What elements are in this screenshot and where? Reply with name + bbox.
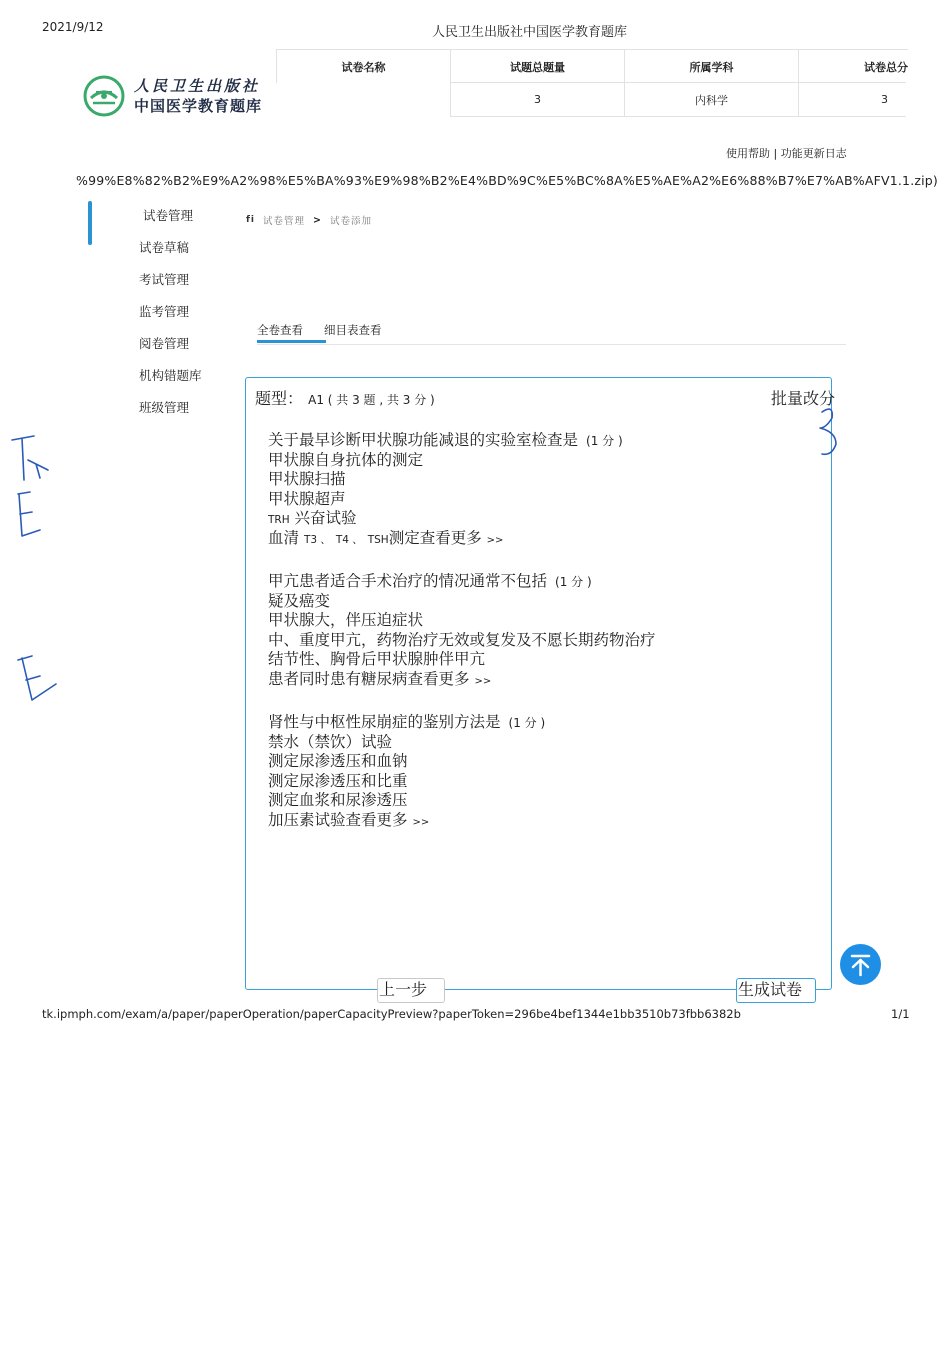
question-option [268,670,656,690]
breadcrumb-current: 试卷添加 [330,216,373,227]
arrow-up-icon [840,944,881,985]
sidebar-item-grading-management[interactable]: 阅卷管理 [139,336,190,351]
breadcrumb-item[interactable]: 试卷管理 [263,216,306,227]
view-more-label: 查看更多 [345,810,408,829]
question-option: 结节性、胸骨后甲状腺肿伴甲亢 [268,650,486,669]
paper-summary-table [276,49,908,115]
question-text: 甲亢患者适合手术治疗的情况通常不包括 [268,572,548,590]
question-type-header [255,386,435,409]
view-more-link[interactable] [420,529,504,547]
view-more-label: 查看更多 [419,528,482,547]
summary-header-cell: 试卷总分 [798,50,908,83]
question-item [268,431,623,549]
question-score: (1 分 ) [555,575,592,589]
home-icon[interactable]: fi [246,215,256,225]
help-link[interactable]: 使用帮助 [726,147,770,160]
question-text: 关于最早诊断甲状腺功能减退的实验室检查是 [268,431,579,449]
view-more-label: 查看更多 [407,669,470,688]
question-option: 甲状腺大，伴压迫症状 [268,611,424,630]
question-option: 甲状腺自身抗体的测定 [268,450,424,469]
question-option [268,529,623,549]
question-type-meta: A1 ( 共 3 题 , 共 3 分 ) [308,393,435,407]
back-to-top-button[interactable] [840,944,881,985]
download-link-fragment: %99%E8%82%B2%E9%A2%98%E5%BA%93%E9%98%B2%E4%BD%9C%E5%BC%8A%E5%AE%A2%E6%88%B7%E7%AB%AFV1.1.zip) [76,173,939,188]
sidebar-active-indicator [88,201,92,245]
option-text: 患者同时患有糖尿病 [268,669,408,688]
question-option: 禁水（禁饮）试验 [268,732,393,751]
option-abbrev: TSH [367,533,389,546]
site-logo[interactable] [82,72,272,118]
generate-paper-button[interactable]: 生成试卷 [736,978,816,1003]
breadcrumb-separator: > [313,214,322,226]
view-more-link[interactable] [346,811,430,829]
question-option: 疑及癌变 [268,591,331,610]
question-item [268,572,656,690]
logo-publisher-name: 人民卫生出版社 [134,77,261,95]
question-type-label: 题型： [255,389,304,408]
question-option: 测定尿渗透压和血钠 [268,752,408,771]
option-text: 加压素试验 [268,810,346,829]
tab-full-paper[interactable]: 全卷查看 [257,323,303,337]
view-more-link[interactable] [408,670,492,688]
summary-header-cell: 试卷名称 [276,50,450,83]
option-abbrev: T4 、 [335,533,363,546]
print-title: 人民卫生出版社中国医学教育题库 [432,25,628,40]
tab-detail-table[interactable]: 细目表查看 [324,323,382,337]
summary-header-row [276,49,908,83]
previous-step-button[interactable]: 上一步 [377,978,445,1003]
publisher-logo-icon [82,74,126,118]
summary-header-cell: 所属学科 [624,50,798,83]
question-option: 测定血浆和尿渗透压 [268,791,408,810]
sidebar-item-exam-management[interactable]: 考试管理 [139,272,190,287]
question-text: 肾性与中枢性尿崩症的鉴别方法是 [268,713,501,731]
question-option: 甲状腺扫描 [268,470,346,489]
view-tabs [257,322,846,345]
logo-site-name: 中国医学教育题库 [134,97,263,115]
breadcrumb [246,213,372,227]
question-score: (1 分 ) [586,434,623,448]
print-date: 2021/9/12 [42,20,104,34]
question-item [268,713,545,831]
question-stem [268,431,623,451]
summary-value-cell: 内科学 [624,83,798,116]
batch-edit-score-button[interactable]: 批量改分 [771,389,836,408]
option-abbrev: TRH [268,514,290,527]
sidebar-item-wrong-question-bank[interactable]: 机构错题库 [139,368,202,383]
summary-value-cell: 3 [450,83,624,116]
question-option: 测定尿渗透压和比重 [268,771,408,790]
view-more-arrows: >> [412,816,430,828]
question-option [268,811,545,831]
summary-value-cell: 3 [798,83,906,116]
sidebar-item-proctor-management[interactable]: 监考管理 [139,304,190,319]
option-text: 血清 [268,528,300,547]
summary-value-row [450,82,906,117]
footer-url: tk.ipmph.com/exam/a/paper/paperOperation/paperCapacityPreview?paperToken=296be4bef1344e1bb3510b73fbb6382b [42,1007,741,1021]
sidebar-item-paper-management[interactable]: 试卷管理 [143,208,194,223]
sidebar-nav [139,207,202,431]
active-tab-underline [257,340,326,343]
view-more-arrows: >> [486,534,504,546]
question-stem [268,572,656,592]
sidebar-item-paper-drafts[interactable]: 试卷草稿 [139,240,190,255]
help-divider: | [773,147,778,160]
help-links [726,145,847,161]
question-option: 中、重度甲亢，药物治疗无效或复发及不愿长期药物治疗 [268,630,656,649]
footer-page-number: 1/1 [891,1007,910,1021]
question-option: 甲状腺超声 [268,489,346,508]
option-abbrev: T3 、 [303,533,331,546]
sidebar-item-class-management[interactable]: 班级管理 [139,400,190,415]
question-stem [268,713,545,733]
question-score: (1 分 ) [508,716,546,730]
option-text: 兴奋试验 [294,509,357,528]
question-option [268,509,623,529]
view-more-arrows: >> [474,675,492,687]
option-text: 测定 [388,528,420,547]
changelog-link[interactable]: 功能更新日志 [780,147,847,160]
summary-header-cell: 试题总题量 [450,50,624,83]
